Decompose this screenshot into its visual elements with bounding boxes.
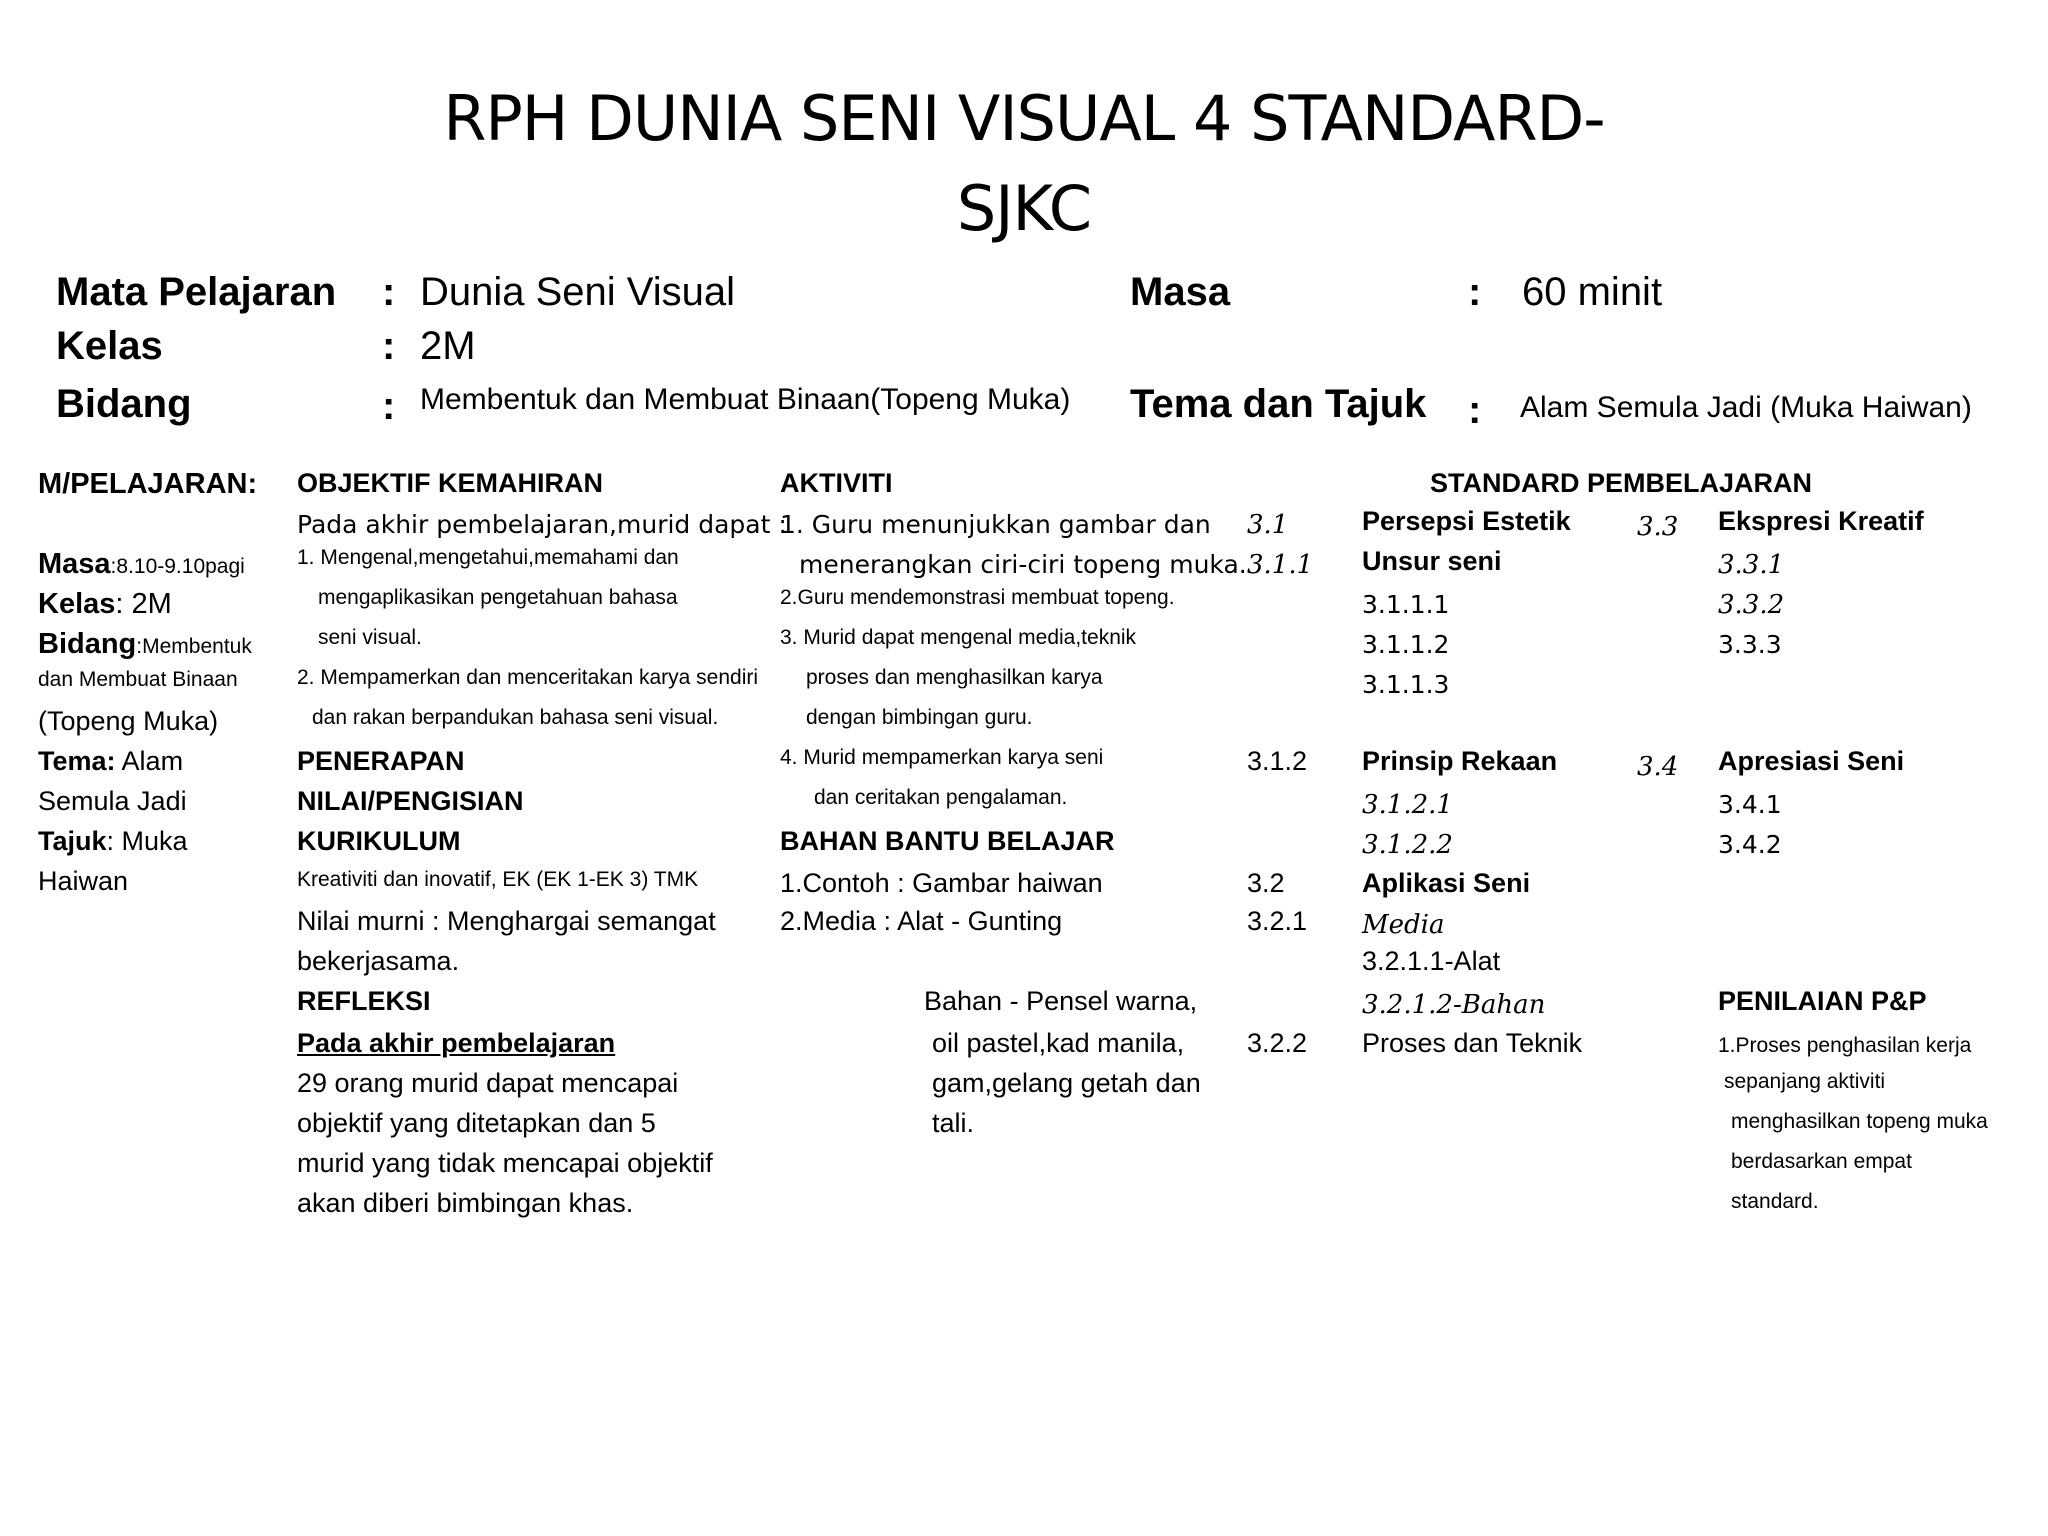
- kelas-value: : 2M: [115, 588, 172, 620]
- persepsi-label: Persepsi Estetik: [1362, 506, 1571, 536]
- time-label: Masa: [1130, 270, 1231, 314]
- activity-3-line3: dengan bimbingan guru.: [806, 706, 1033, 729]
- std-item: 3.3.1: [1718, 550, 1785, 580]
- objective-2-line1: 2. Mempamerkan dan menceritakan karya sendiri: [297, 666, 759, 689]
- penerapan-heading-line3: KURIKULUM: [297, 826, 461, 856]
- page-title-line2: SJKC: [956, 172, 1092, 245]
- activity-heading: AKTIVITI: [780, 468, 893, 498]
- bidang-value: :Membentuk: [136, 635, 252, 658]
- std-item: 3.2.1.2-Bahan: [1362, 990, 1546, 1020]
- activity-4-line1: 4. Murid mempamerkan karya seni: [780, 746, 1104, 769]
- tema-value: Alam: [115, 746, 184, 776]
- objective-1-line2: mengaplikasikan pengetahuan bahasa: [318, 586, 678, 609]
- penilaian-line2: sepanjang aktiviti: [1724, 1070, 1886, 1093]
- lesson-heading: M/PELAJARAN:: [38, 468, 258, 500]
- colon: :: [1468, 270, 1482, 314]
- std-item: 3.2.1.1-Alat: [1362, 946, 1501, 976]
- refleksi-line3: murid yang tidak mencapai objektif: [297, 1148, 713, 1178]
- std-number: 3.1: [1247, 510, 1289, 540]
- masa-row: [38, 548, 245, 581]
- subject-label: Mata Pelajaran: [56, 270, 337, 314]
- bahan-line1: Bahan - Pensel warna,: [924, 986, 1198, 1016]
- std-number: 3.3: [1637, 512, 1679, 542]
- colon: :: [382, 270, 396, 314]
- std-item: 3.3.2: [1718, 590, 1785, 620]
- bahan-line2: oil pastel,kad manila,: [932, 1028, 1185, 1058]
- bidang-line3: (Topeng Muka): [38, 706, 219, 736]
- bahan-line4: tali.: [932, 1108, 975, 1138]
- aplikasi-label: Aplikasi Seni: [1362, 868, 1531, 898]
- theme-value: Alam Semula Jadi (Muka Haiwan): [1520, 391, 1972, 424]
- field-value: Membentuk dan Membuat Binaan(Topeng Muka): [420, 383, 1071, 416]
- nilai-line2: bekerjasama.: [297, 946, 460, 976]
- ekspresi-label: Ekspresi Kreatif: [1718, 506, 1924, 536]
- std-item: 3.1.2.1: [1362, 790, 1453, 820]
- bahan-line3: gam,gelang getah dan: [932, 1068, 1201, 1098]
- class-value: 2M: [420, 324, 476, 368]
- activity-3-line2: proses dan menghasilkan karya: [806, 666, 1103, 689]
- tajuk-value: : Muka: [106, 826, 188, 856]
- std-item: 3.1.1.1: [1362, 590, 1450, 619]
- penilaian-line4: berdasarkan empat: [1731, 1150, 1912, 1173]
- media-text: 2.Media : Alat - Gunting: [780, 906, 1063, 936]
- std-item: 3.3.3: [1718, 630, 1782, 659]
- tema-label: Tema:: [38, 746, 116, 776]
- objective-2-line2: dan rakan berpandukan bahasa seni visual.: [312, 706, 719, 729]
- field-label: Bidang: [56, 382, 192, 426]
- activity-1-line1: 1. Guru menunjukkan gambar dan: [780, 510, 1211, 539]
- penerapan-heading: PENERAPAN: [297, 746, 465, 776]
- tajuk-line2: Haiwan: [38, 866, 129, 896]
- std-item: 3.1.2.2: [1362, 830, 1453, 860]
- objective-intro: Pada akhir pembelajaran,murid dapat :: [297, 510, 787, 539]
- std-item: 3.1.1.2: [1362, 630, 1450, 659]
- tema-row: [38, 746, 183, 777]
- contoh-text: 1.Contoh : Gambar haiwan: [780, 868, 1103, 898]
- proses-label: Proses dan Teknik: [1362, 1028, 1583, 1058]
- refleksi-subheading: Pada akhir pembelajaran: [297, 1028, 616, 1058]
- class-label: Kelas: [56, 324, 163, 368]
- colon: :: [382, 324, 396, 368]
- penilaian-line5: standard.: [1731, 1190, 1819, 1213]
- penilaian-line3: menghasilkan topeng muka: [1731, 1110, 1988, 1133]
- refleksi-line4: akan diberi bimbingan khas.: [297, 1188, 634, 1218]
- std-number: 3.4: [1637, 752, 1679, 782]
- bidang-line2: dan Membuat Binaan: [38, 668, 238, 691]
- colon: :: [382, 384, 396, 428]
- masa-value: :8.10-9.10pagi: [110, 555, 245, 578]
- subject-value: Dunia Seni Visual: [420, 270, 736, 314]
- unsur-label: Unsur seni: [1362, 546, 1502, 576]
- prinsip-label: Prinsip Rekaan: [1362, 746, 1558, 776]
- std-item: 3.4.1: [1718, 790, 1782, 819]
- nilai-line1: Nilai murni : Menghargai semangat: [297, 906, 716, 936]
- std-number: 3.2.1: [1247, 906, 1308, 936]
- activity-1-line2: menerangkan ciri-ciri topeng muka.: [799, 550, 1247, 579]
- bidang-label: Bidang: [38, 628, 137, 660]
- kelas-label: Kelas: [38, 588, 116, 620]
- penilaian-heading: PENILAIAN P&P: [1718, 986, 1927, 1016]
- std-item: 3.1.1.3: [1362, 670, 1450, 699]
- activity-4-line2: dan ceritakan pengalaman.: [814, 786, 1068, 809]
- activity-3-line1: 3. Murid dapat mengenal media,teknik: [780, 626, 1137, 649]
- objective-1-line3: seni visual.: [318, 626, 422, 649]
- objective-1-line1: 1. Mengenal,mengetahui,memahami dan: [297, 546, 679, 569]
- apresiasi-label: Apresiasi Seni: [1718, 746, 1905, 776]
- penerapan-heading-line2: NILAI/PENGISIAN: [297, 786, 524, 816]
- std-number: 3.1.1: [1247, 550, 1314, 580]
- theme-label: Tema dan Tajuk: [1130, 382, 1427, 426]
- refleksi-line1: 29 orang murid dapat mencapai: [297, 1068, 679, 1098]
- std-number: 3.1.2: [1247, 746, 1308, 776]
- kreativiti-text: Kreativiti dan inovatif, EK (EK 1-EK 3) TMK: [297, 868, 699, 891]
- std-number: 3.2: [1247, 868, 1285, 898]
- bidang-row: [38, 628, 252, 661]
- kelas-row: [38, 588, 172, 621]
- media-label: Media: [1362, 910, 1445, 940]
- colon: :: [1468, 388, 1482, 432]
- tema-line2: Semula Jadi: [38, 786, 187, 816]
- tajuk-row: [38, 826, 188, 857]
- tajuk-label: Tajuk: [38, 826, 107, 856]
- refleksi-heading: REFLEKSI: [297, 986, 431, 1016]
- penilaian-line1: 1.Proses penghasilan kerja: [1718, 1034, 1972, 1057]
- standard-heading: STANDARD PEMBELAJARAN: [1430, 468, 1813, 498]
- activity-2: 2.Guru mendemonstrasi membuat topeng.: [780, 586, 1175, 609]
- masa-label: Masa: [38, 548, 111, 580]
- objective-heading: OBJEKTIF KEMAHIRAN: [297, 468, 604, 498]
- std-item: 3.4.2: [1718, 830, 1782, 859]
- refleksi-line2: objektif yang ditetapkan dan 5: [297, 1108, 656, 1138]
- bbb-heading: BAHAN BANTU BELAJAR: [780, 826, 1115, 856]
- std-number: 3.2.2: [1247, 1028, 1308, 1058]
- time-value: 60 minit: [1522, 270, 1663, 314]
- page-title: RPH DUNIA SENI VISUAL 4 STANDARD-: [443, 82, 1605, 155]
